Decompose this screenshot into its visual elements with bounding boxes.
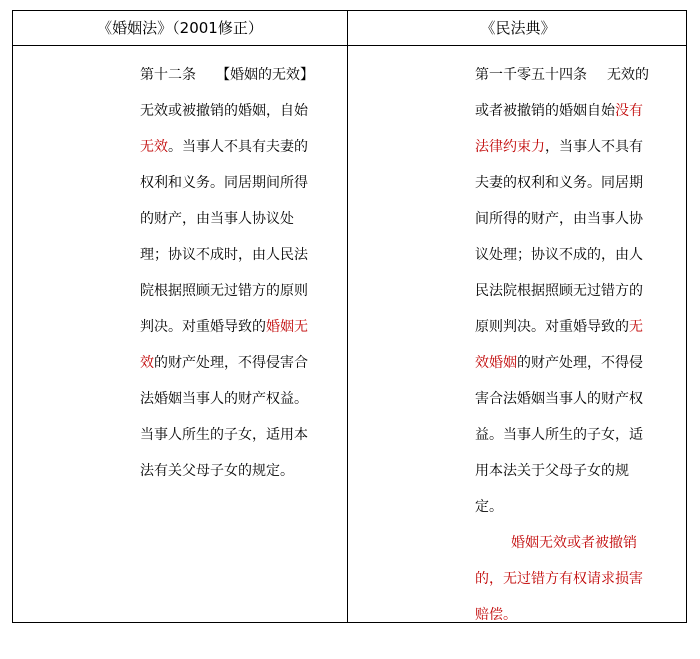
highlighted-text: 效婚姻: [475, 355, 517, 371]
text-line: [475, 561, 681, 597]
column-divider: [347, 11, 348, 622]
text-line: [140, 165, 345, 201]
text-segment: 夫妻的权利和义务。同居期: [475, 175, 643, 191]
text-line: [475, 597, 681, 633]
text-segment: 第一千零五十四条: [475, 67, 587, 83]
text-line: [475, 273, 681, 309]
text-segment: 【婚姻的无效】: [216, 67, 314, 83]
text-line: [475, 525, 681, 561]
highlighted-text: 法律约束力: [475, 139, 545, 155]
text-segment: 间所得的财产，由当事人协: [475, 211, 643, 227]
text-line: [140, 381, 345, 417]
text-segment: 当事人所生的子女，适用本: [140, 427, 308, 443]
text-line: [475, 93, 681, 129]
text-segment: 的财产处理，不得侵害合: [154, 355, 308, 371]
text-line: [475, 453, 681, 489]
text-segment: 判决。对重婚导致的: [140, 319, 266, 335]
text-segment: 无效或被撤销的婚姻，自始: [140, 103, 308, 119]
highlighted-text: 无效: [140, 139, 168, 155]
text-line: [140, 93, 345, 129]
text-segment: 益。当事人所生的子女，适: [475, 427, 643, 443]
text-line: [475, 237, 681, 273]
text-line: [140, 129, 345, 165]
text-segment: 。当事人不具有夫妻的: [168, 139, 308, 155]
text-line: [475, 165, 681, 201]
marriage-law-article-text: [140, 46, 345, 489]
text-line: [140, 453, 345, 489]
highlighted-text: 没有: [615, 103, 643, 119]
text-line: [140, 309, 345, 345]
text-line: [475, 489, 681, 525]
text-segment: 权利和义务。同居期间所得: [140, 175, 308, 191]
highlighted-text: 的，无过错方有权请求损害: [475, 571, 643, 587]
comparison-table: [12, 10, 687, 623]
text-line: [140, 201, 345, 237]
text-line: [475, 381, 681, 417]
text-segment: 法有关父母子女的规定。: [140, 463, 294, 479]
text-line: [140, 345, 345, 381]
text-segment: 理；协议不成时，由人民法: [140, 247, 308, 263]
text-segment: 第十二条: [140, 67, 196, 83]
text-line: [475, 309, 681, 345]
highlighted-text: 赔偿。: [475, 607, 517, 623]
text-line: [140, 273, 345, 309]
text-segment: 的财产处理，不得侵: [517, 355, 643, 371]
text-line: [140, 417, 345, 453]
text-segment: 害合法婚姻当事人的财产权: [475, 391, 643, 407]
civil-code-article-text: [475, 46, 681, 633]
text-segment: 定。: [475, 499, 503, 515]
text-segment: 法婚姻当事人的财产权益。: [140, 391, 308, 407]
highlighted-text: 婚姻无: [266, 319, 308, 335]
text-segment: 议处理；协议不成的，由人: [475, 247, 643, 263]
text-line: [475, 417, 681, 453]
header-civil-code: 《民法典》: [480, 19, 556, 37]
text-segment: 民法院根据照顾无过错方的: [475, 283, 643, 299]
highlighted-text: 无: [629, 319, 643, 335]
text-line: [475, 129, 681, 165]
text-line: [475, 345, 681, 381]
text-segment: 无效的: [607, 67, 649, 83]
text-segment: 的财产，由当事人协议处: [140, 211, 294, 227]
text-segment: 用本法关于父母子女的规: [475, 463, 629, 479]
text-line: [140, 237, 345, 273]
text-segment: 或者被撤销的婚姻自始: [475, 103, 615, 119]
highlighted-text: 婚姻无效或者被撤销: [511, 535, 637, 551]
text-line: [140, 57, 345, 93]
text-segment: ，当事人不具有: [545, 139, 643, 155]
text-segment: 院根据照顾无过错方的原则: [140, 283, 308, 299]
header-marriage-law: 《婚姻法》（2001修正）: [97, 19, 263, 37]
text-line: [475, 57, 681, 93]
text-segment: 原则判决。对重婚导致的: [475, 319, 629, 335]
highlighted-text: 效: [140, 355, 154, 371]
text-line: [475, 201, 681, 237]
